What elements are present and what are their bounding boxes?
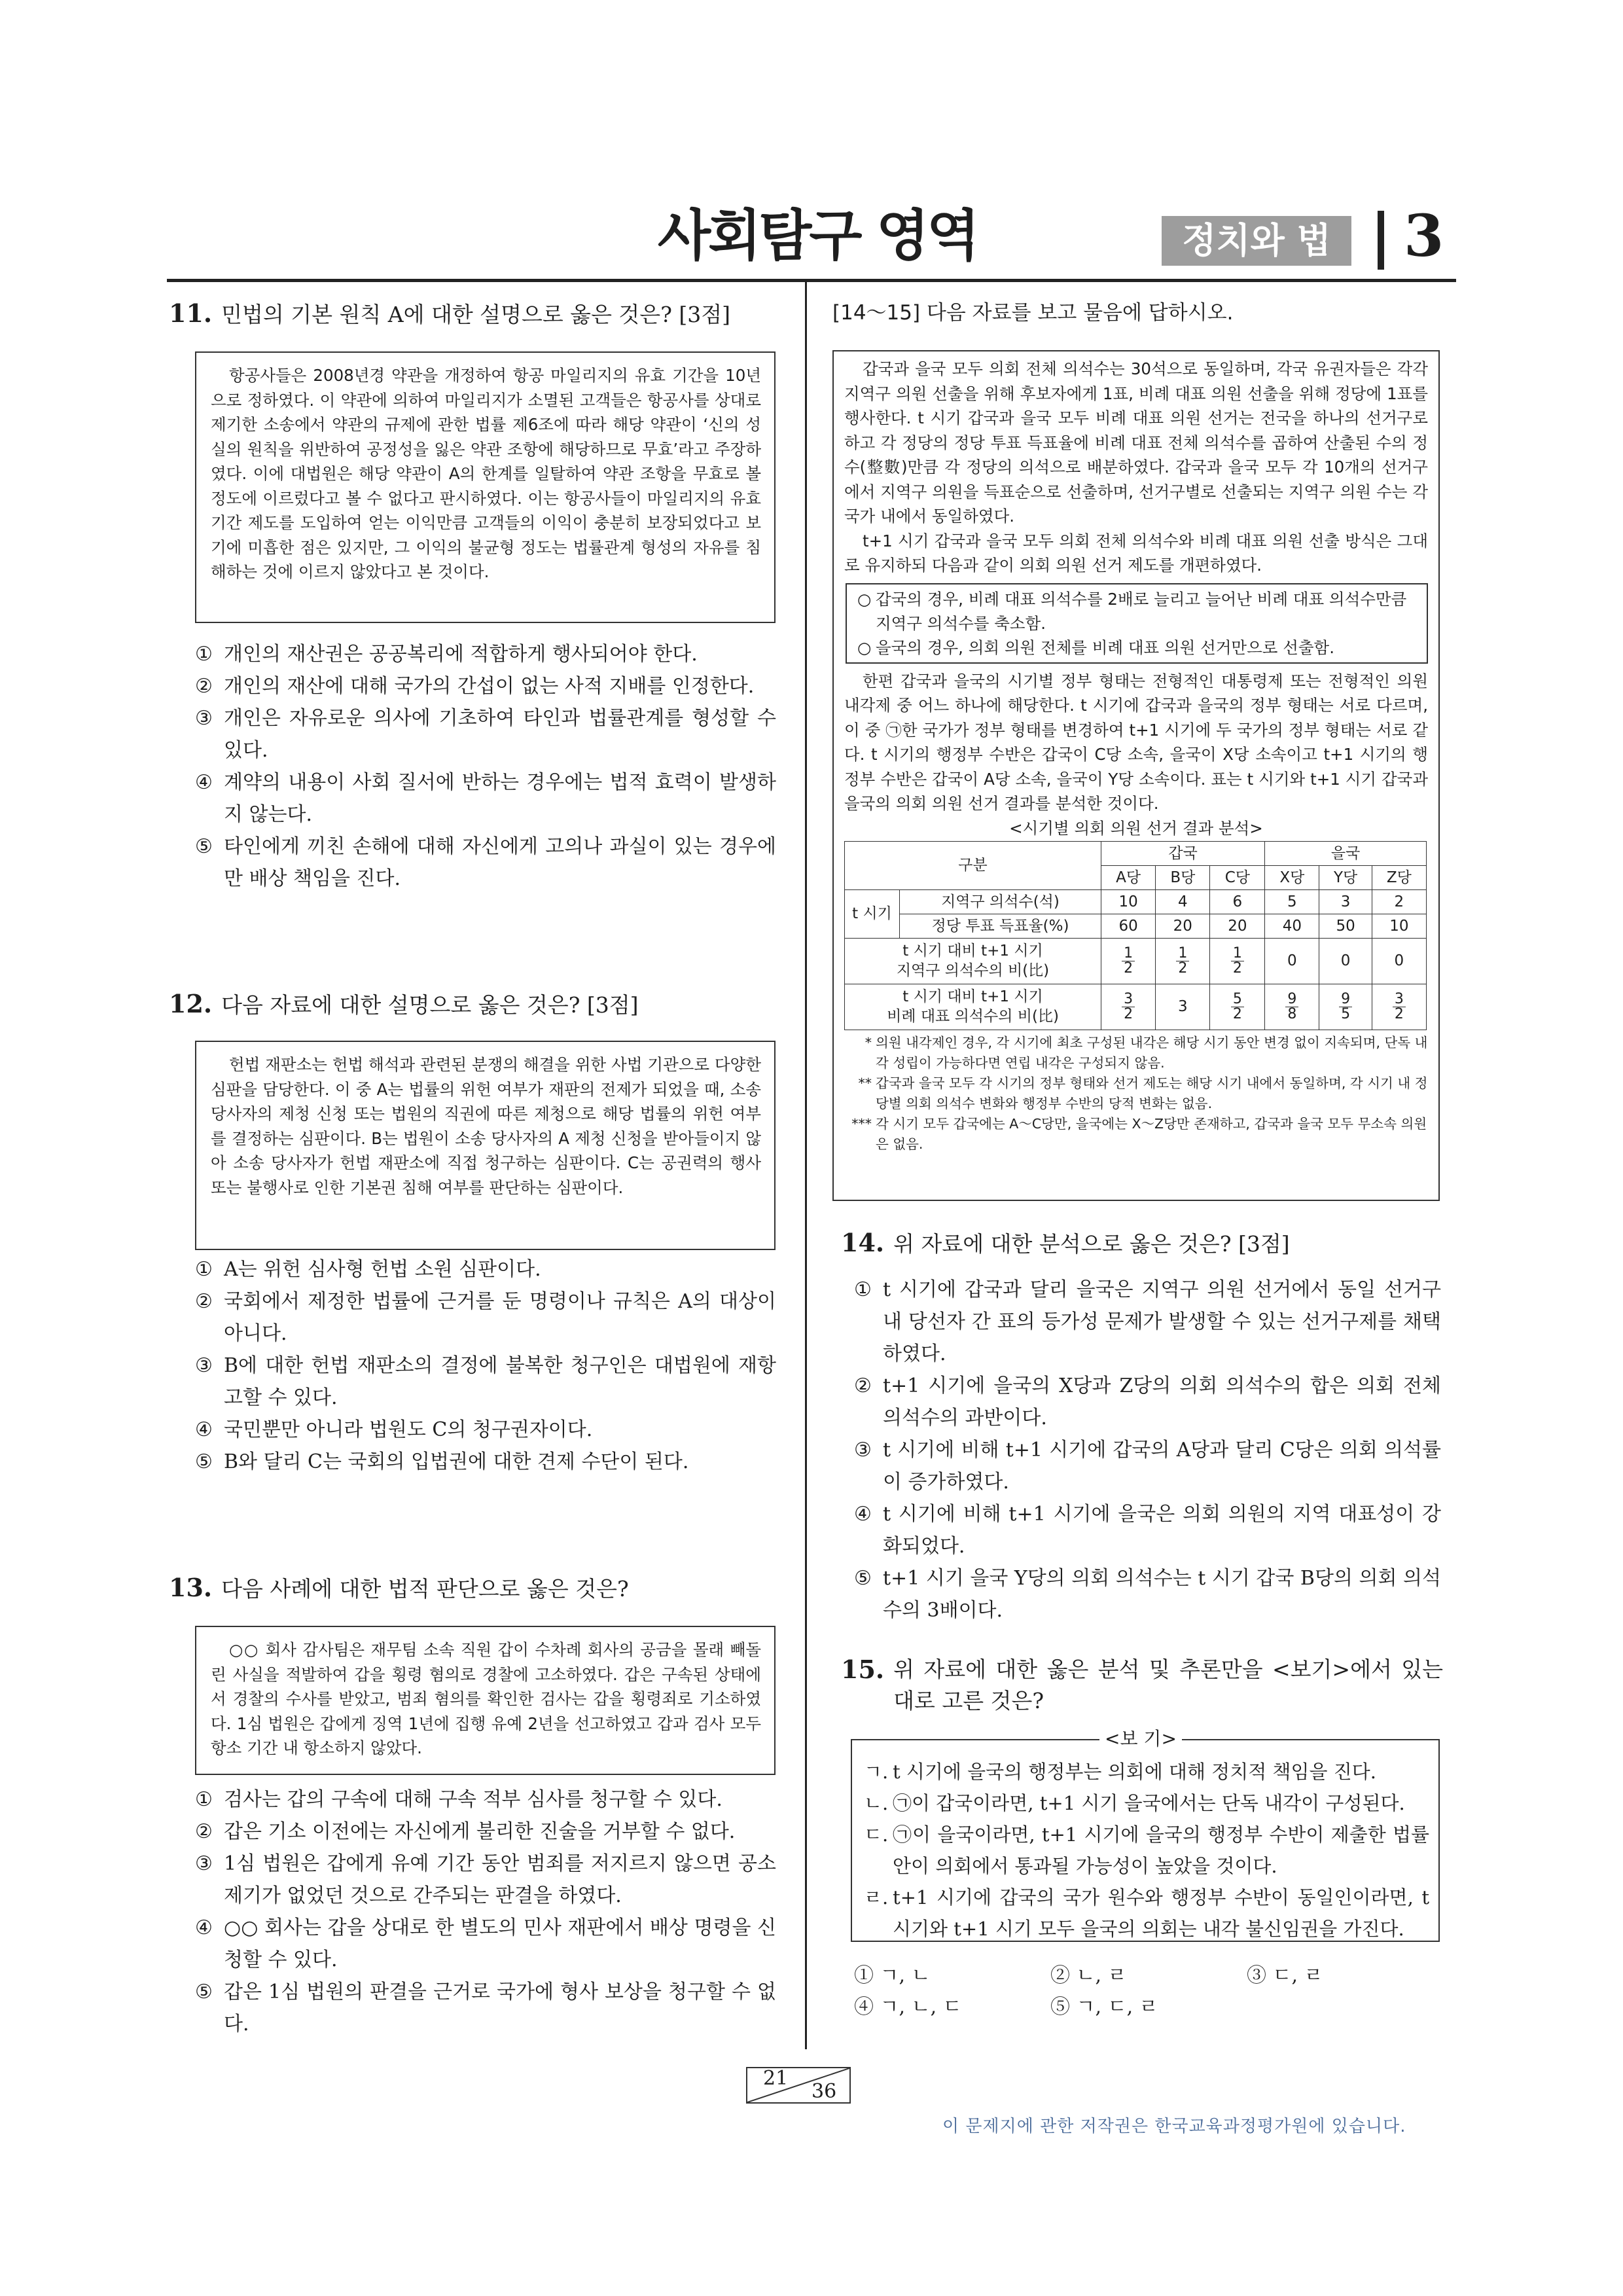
option-2[interactable]: ② 갑은 기소 이전에는 자신에게 불리한 진술을 거부할 수 없다. (195, 1820, 736, 1843)
option-5[interactable]: ⑤ 갑은 1심 법원의 판결을 근거로 국가에 형사 보상을 청구할 수 없다. (195, 1981, 776, 2036)
question-14-title: 14. 위 자료에 대한 분석으로 옳은 것은? [3점] (841, 1228, 1290, 1257)
question-13-passage: ○○ 회사 감사팀은 재무팀 소속 직원 갑이 수차례 회사의 공금을 몰래 빼돌린 사실을 적발하여 갑을 횡령 혐의로 경찰에 고소하였다. 갑은 구속된 상태에서 경찰의 수사를 받았고, 범죄 혐의를 확인한 검사는 갑을 횡령죄로 기소하였다. 1심 법원은 갑에게 징역 1년에 집행 유예 2년을 선고하였고 갑과 검사 모두 항소 기간 내 항소하지 않았다. (195, 1626, 776, 1775)
option-1[interactable]: ① 검사는 갑의 구속에 대해 구속 적부 심사를 청구할 수 있다. (195, 1788, 722, 1811)
section-title: 사회탐구 영역 (658, 204, 978, 268)
option-2[interactable]: ② 개인의 재산에 대해 국가의 간섭이 없는 사적 지배를 인정한다. (195, 675, 755, 698)
question-15-title: 15. 위 자료에 대한 옳은 분석 및 추론만을 <보기>에서 있는 대로 고른 것은? (841, 1655, 1443, 1713)
option-5[interactable]: ⑤ B와 달리 C는 국회의 입법권에 대한 견제 수단이 된다. (195, 1450, 689, 1473)
header-rule (167, 279, 1456, 282)
page-counter: 21 36 (746, 2067, 851, 2104)
question-12-title: 12. 다음 자료에 대한 설명으로 옳은 것은? [3점] (169, 989, 639, 1018)
option-1[interactable]: ① A는 위헌 심사형 헌법 소원 심판이다. (195, 1258, 541, 1281)
table-notes: * 의원 내각제인 경우, 각 시기에 최초 구성된 내각은 해당 시기 동안 변경 없이 지속되며, 단독 내각 성립이 가능하다면 연립 내각은 구성되지 않음. ** 갑국과 을국 모두 각 시기의 정부 형태와 선거 제도는 해당 시기 내에서 동일하며, 각 시기 내 정당별 의회 의석수 변화와 행정부 수반의 당적 변화는 없음. *** 각 시기 모두 갑국에는 A～C당만, 을국에는 X～Z당만 존재하고, 갑국과 을국 모두 무소속 의원은 없음. (851, 1034, 1428, 1152)
answer-2[interactable]: ② ㄴ, ㄹ (1050, 1964, 1127, 1987)
option-4[interactable]: ④ 계약의 내용이 사회 질서에 반하는 경우에는 법적 효력이 발생하지 않는다. (195, 771, 776, 826)
option-4[interactable]: ④ t 시기에 비해 t+1 시기에 을국은 의회 의원의 지역 대표성이 강화되었다. (854, 1503, 1441, 1558)
question-11-title: 11. 민법의 기본 원칙 A에 대한 설명으로 옳은 것은? [3점] (169, 298, 730, 328)
bogi-item-2: ㄴ. ㉠이 갑국이라면, t+1 시기 을국에서는 단독 내각이 구성된다. (864, 1792, 1405, 1814)
option-3[interactable]: ③ 개인은 자유로운 의사에 기초하여 타인과 법률관계를 형성할 수 있다. (195, 707, 776, 762)
page-number: 3 (1404, 202, 1444, 270)
question-13-options (195, 1784, 776, 2040)
bogi-item-4: ㄹ. t+1 시기에 갑국의 국가 원수와 행정부 수반이 동일인이라면, t 시기와 t+1 시기 모두 을국의 의회는 내각 불신임권을 가진다. (864, 1886, 1429, 1940)
bogi-title: <보 기> (1099, 1726, 1182, 1752)
question-11-passage: 항공사들은 2008년경 약관을 개정하여 항공 마일리지의 유효 기간을 10년으로 정하였다. 이 약관에 의하여 마일리지가 소멸된 고객들은 항공사를 상대로 제기한 소송에서 약관의 규제에 관한 법률 제6조에 따라 해당 약관이 ‘신의 성실의 원칙을 위반하여 공정성을 잃은 약관 조항에 해당하므로 무효’라고 주장하였다. 이에 대법원은 해당 약관이 A의 한계를 일탈하여 약관 조항을 무효로 볼 정도에 이르렀다고 볼 수 없다고 판시하였다. 이는 항공사들이 마일리지의 유효 기간 제도를 도입하여 얻는 이익만큼 고객들의 이익이 충분히 보장되었다고 보기에 미흡한 점은 있지만, 그 이익의 불균형 정도는 법률관계 형성의 자유를 침해하는 것에 이르지 않았다고 본 것이다. (195, 351, 776, 623)
reform-box: ○ 갑국의 경우, 비례 대표 의석수를 2배로 늘리고 늘어난 비례 대표 의석수만큼 지역구 의석수를 축소함. ○ 을국의 경우, 의회 의원 전체를 비례 대표 의원 선거만으로 선출함. (846, 583, 1428, 664)
answer-5[interactable]: ⑤ ㄱ, ㄷ, ㄹ (1050, 1996, 1158, 2018)
answer-4[interactable]: ④ ㄱ, ㄴ, ㄷ (854, 1996, 962, 2018)
option-2[interactable]: ② 국회에서 제정한 법률에 근거를 둔 명령이나 규칙은 A의 대상이 아니다. (195, 1290, 776, 1345)
question-12-options (195, 1253, 776, 1478)
question-14-options (854, 1274, 1441, 1626)
group-passage (844, 357, 1428, 1155)
option-3[interactable]: ③ t 시기에 비해 t+1 시기에 갑국의 A당과 달리 C당은 의회 의석률이 증가하였다. (854, 1439, 1441, 1494)
option-1[interactable]: ① t 시기에 갑국과 달리 을국은 지역구 의원 선거에서 동일 선거구 내 당선자 간 표의 등가성 문제가 발생할 수 있는 선거구제를 채택하였다. (854, 1278, 1441, 1365)
column-divider (805, 282, 807, 2049)
question-12-passage: 헌법 재판소는 헌법 해석과 관련된 분쟁의 해결을 위한 사법 기관으로 다양한 심판을 담당한다. 이 중 A는 법률의 위헌 여부가 재판의 전제가 되었을 때, 소송 당사자의 제청 신청 또는 법원의 직권에 따른 제청으로 해당 법률의 위헌 여부를 결정하는 심판이다. B는 법원이 소송 당사자의 A 제청 신청을 받아들이지 않아 소송 당사자가 헌법 재판소에 직접 청구하는 심판이다. C는 공권력의 행사 또는 불행사로 인한 기본권 침해 여부를 판단하는 심판이다. (195, 1041, 776, 1250)
bogi-item-3: ㄷ. ㉠이 을국이라면, t+1 시기에 을국의 행정부 수반이 제출한 법률안이 의회에서 통과될 가능성이 높았을 것이다. (864, 1823, 1429, 1877)
option-5[interactable]: ⑤ t+1 시기 을국 Y당의 의회 의석수는 t 시기 갑국 B당의 의회 의석수의 3배이다. (854, 1567, 1441, 1622)
bogi-box (851, 1739, 1440, 1942)
answer-3[interactable]: ③ ㄷ, ㄹ (1247, 1964, 1323, 1987)
passage-paragraph-3: 한편 갑국과 을국의 시기별 정부 형태는 전형적인 대통령제 또는 전형적인 의원 내각제 중 어느 하나에 해당한다. t 시기에 갑국과 을국의 정부 형태는 서로 다르며, 이 중 ㉠한 국가가 정부 형태를 변경하여 t+1 시기에 두 국가의 정부 형태는 서로 같다. t 시기의 행정부 수반은 갑국이 C당 소속, 을국이 X당 소속이고 t+1 시기의 행정부 수반은 갑국이 A당 소속, 을국이 Y당 소속이다. 표는 t 시기와 t+1 시기 갑국과 을국의 의회 의원 선거 결과를 분석한 것이다. (844, 671, 1428, 813)
table-caption: <시기별 의회 의원 선거 결과 분석> (1009, 818, 1263, 838)
question-11-options (195, 638, 776, 895)
header-divider (1378, 211, 1384, 270)
group-instruction: [14～15] 다음 자료를 보고 물음에 답하시오. (832, 301, 1234, 325)
question-13-title: 13. 다음 사례에 대한 법적 판단으로 옳은 것은? (169, 1573, 629, 1602)
subject-badge: 정치와 법 (1162, 216, 1351, 266)
option-4[interactable]: ④ 국민뿐만 아니라 법원도 C의 청구권자이다. (195, 1418, 593, 1441)
option-2[interactable]: ② t+1 시기에 을국의 X당과 Z당의 의회 의석수의 합은 의회 전체 의석수의 과반이다. (854, 1374, 1441, 1429)
bogi-item-1: ㄱ. t 시기에 을국의 행정부는 의회에 대해 정치적 책임을 진다. (864, 1761, 1376, 1783)
option-4[interactable]: ④ ○○ 회사는 갑을 상대로 한 별도의 민사 재판에서 배상 명령을 신청할 수 있다. (195, 1916, 776, 1971)
passage-paragraph-1: 갑국과 을국 모두 의회 전체 의석수는 30석으로 동일하며, 각국 유권자들은 각각 지역구 의원 선출을 위해 후보자에게 1표, 비례 대표 의원 선출을 위해 정당에 1표를 행사한다. t 시기 갑국과 을국 모두 비례 대표 의원 선거는 전국을 하나의 선거구로 하고 각 정당의 정당 투표 득표율에 비례 대표 전체 의석수를 곱하여 산출된 수의 정수(整數)만큼 각 정당의 의석으로 배분하였다. 갑국과 을국 모두 각 10개의 선거구에서 지역구 의원을 득표순으로 선출하며, 선거구별로 선출되는 지역구 의원 수는 각 국가 내에서 동일하였다. (844, 359, 1428, 526)
option-5[interactable]: ⑤ 타인에게 끼친 손해에 대해 자신에게 고의나 과실이 있는 경우에만 배상 책임을 진다. (195, 835, 776, 890)
option-3[interactable]: ③ 1심 법원은 갑에게 유예 기간 동안 범죄를 저지르지 않으면 공소 제기가 없었던 것으로 간주되는 판결을 하였다. (195, 1852, 776, 1907)
passage-paragraph-2: t+1 시기 갑국과 을국 모두 의회 전체 의석수와 비례 대표 의원 선출 방식은 그대로 유지하되 다음과 같이 의회 의원 선거 제도를 개편하였다. (844, 531, 1428, 575)
option-3[interactable]: ③ B에 대한 헌법 재판소의 결정에 불복한 청구인은 대법원에 재항고할 수 있다. (195, 1354, 776, 1409)
results-table: 구분 갑국 을국 A당 B당 C당 X당 Y당 Z당 t 시기 지역구 의석수(석) 10 4 6 5 3 2 정당 투표 득표율(%) 60 20 20 40 50 10 t 시기 대비 t+1 시기 지역구 의석수의 비(比) $\frac{1}{2}$ $\frac{1}{2}$ $\frac{1}{2}$ 0 0 0 t 시기 대비 t+1 시기 비례 대표 의석수의 비(比) $\frac{3}{2}$ 3 $\frac{5}{2}$ $\frac{9}{8}$ $\frac{9}{5}$ $\frac{3}{2}$ (844, 841, 1427, 1030)
copyright-notice: 이 문제지에 관한 저작권은 한국교육과정평가원에 있습니다. (942, 2117, 1406, 2136)
option-1[interactable]: ① 개인의 재산권은 공공복리에 적합하게 행사되어야 한다. (195, 643, 698, 666)
answer-1[interactable]: ① ㄱ, ㄴ (854, 1964, 931, 1987)
